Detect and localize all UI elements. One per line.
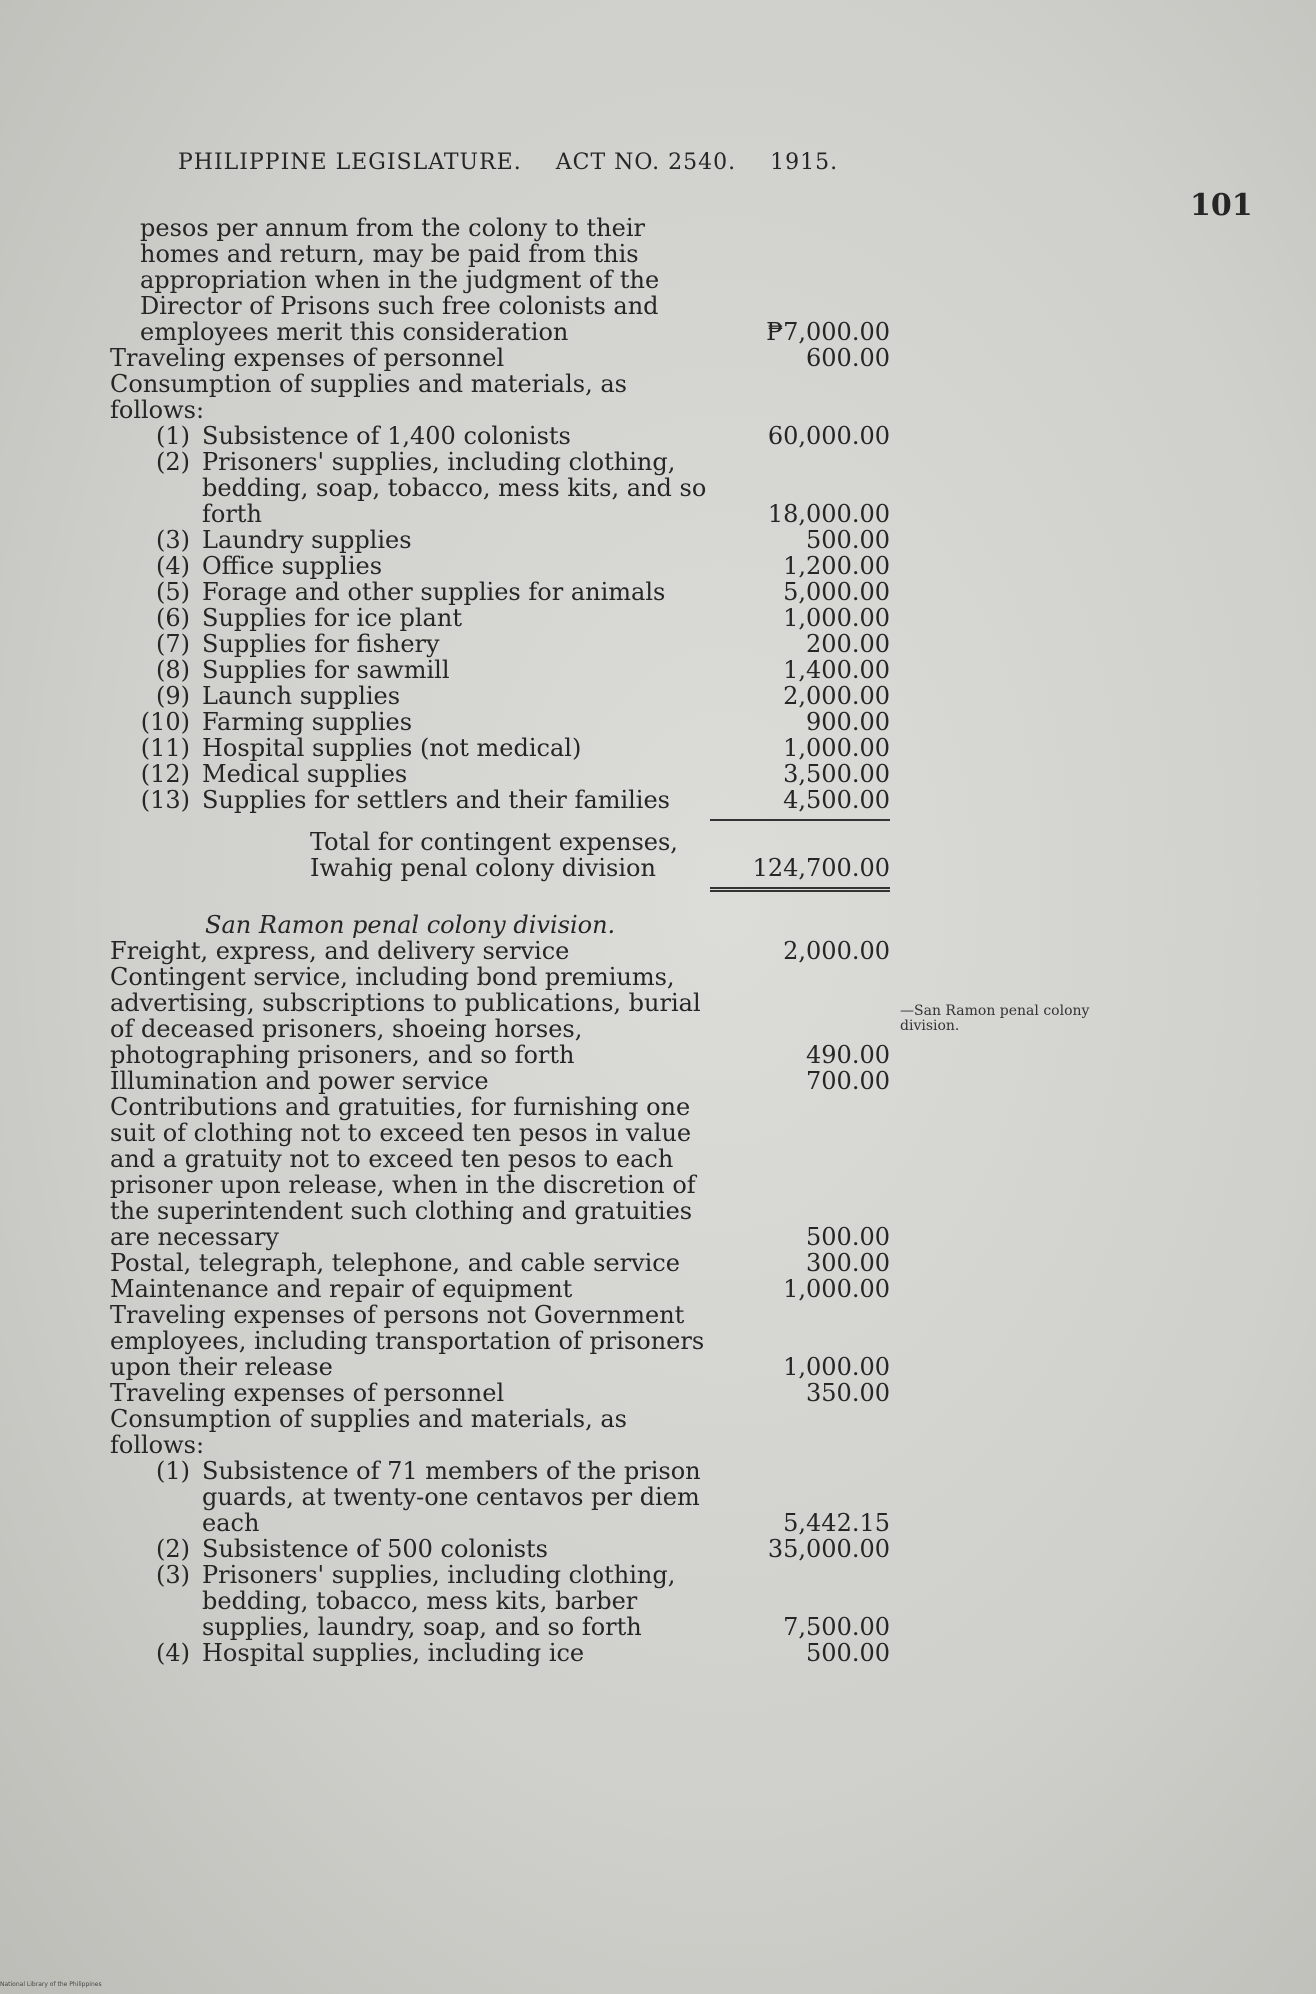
sub-item <box>110 449 890 527</box>
line-item <box>110 1302 890 1380</box>
line-text: Contributions and gratuities, for furnishing one suit of clothing not to exceed ten pesos in value and a gratuity not to exceed ten pesos to each prisoner upon release, when in the discretion of the superintendent such clothing and gratuities are necessary <box>110 1093 696 1251</box>
line-amount: 500.00 <box>806 1223 890 1251</box>
header-year: 1915. <box>770 150 839 175</box>
item-amount: 60,000.00 <box>767 422 890 450</box>
item-number: (2) <box>156 1535 190 1563</box>
running-header <box>178 150 864 175</box>
sub-item <box>110 605 890 631</box>
sub-item <box>110 761 890 787</box>
page-number: 101 <box>1190 188 1253 223</box>
sub-item <box>110 657 890 683</box>
item-text: Subsistence of 71 members of the prison guards, at twenty-one centavos per diem each <box>202 1457 701 1537</box>
item-number: (3) <box>156 526 190 554</box>
item-amount: 1,200.00 <box>783 552 890 580</box>
subtotal-rule <box>710 819 890 821</box>
item-amount: 900.00 <box>806 708 890 736</box>
sub-item <box>110 631 890 657</box>
item-number: (11) <box>140 734 190 762</box>
item-text: Launch supplies <box>202 682 401 710</box>
item-text: Prisoners' supplies, including clothing, bedding, soap, tobacco, mess kits, and so forth <box>202 448 707 528</box>
line-item <box>110 938 890 964</box>
item-number: (5) <box>156 578 190 606</box>
item-amount: 200.00 <box>806 630 890 658</box>
sub-item <box>110 527 890 553</box>
item-amount: 1,000.00 <box>783 734 890 762</box>
item-amount: 2,000.00 <box>783 682 890 710</box>
line-item <box>110 1250 890 1276</box>
line-text: Traveling expenses of personnel <box>110 1379 505 1407</box>
line-amount: 490.00 <box>806 1041 890 1069</box>
footer-credit: National Library of the Philippines <box>0 1981 102 1988</box>
item-text: Supplies for settlers and their families <box>202 786 670 814</box>
sub-item <box>110 1458 890 1536</box>
item-number: (4) <box>156 1639 190 1667</box>
line-text: Postal, telegraph, telephone, and cable service <box>110 1249 680 1277</box>
line-item <box>110 1406 890 1458</box>
item-text: Supplies for ice plant <box>202 604 462 632</box>
sub-item <box>110 1640 890 1666</box>
line-item <box>110 1380 890 1406</box>
line-text: Freight, express, and delivery service <box>110 937 570 965</box>
item-text: Hospital supplies, including ice <box>202 1639 585 1667</box>
line-item <box>110 964 890 1068</box>
line-amount: ₱7,000.00 <box>766 318 890 346</box>
sub-item <box>110 553 890 579</box>
item-amount: 3,500.00 <box>783 760 890 788</box>
sub-item <box>110 1536 890 1562</box>
total-double-rule <box>710 887 890 892</box>
line-amount: 300.00 <box>806 1249 890 1277</box>
item-text: Office supplies <box>202 552 383 580</box>
line-text: Consumption of supplies and materials, as follows: <box>110 370 627 424</box>
total-text: Total for contingent expenses, Iwahig penal colony division <box>310 828 678 882</box>
item-amount: 35,000.00 <box>767 1535 890 1563</box>
line-text: Maintenance and repair of equipment <box>110 1275 573 1303</box>
item-text: Subsistence of 500 colonists <box>202 1535 548 1563</box>
item-number: (10) <box>140 708 190 736</box>
sub-item <box>110 683 890 709</box>
sub-item <box>110 709 890 735</box>
item-text: Hospital supplies (not medical) <box>202 734 582 762</box>
item-amount: 5,442.15 <box>783 1509 890 1537</box>
line-item <box>110 215 890 345</box>
item-number: (2) <box>156 448 190 476</box>
item-text: Supplies for sawmill <box>202 656 450 684</box>
item-amount: 5,000.00 <box>783 578 890 606</box>
item-text: Prisoners' supplies, including clothing, bedding, tobacco, mess kits, barber supplies, laundry, soap, and so forth <box>202 1561 676 1641</box>
item-number: (9) <box>156 682 190 710</box>
total-line <box>110 829 890 881</box>
header-act: ACT NO. 2540. <box>555 150 737 175</box>
line-amount: 1,000.00 <box>783 1275 890 1303</box>
appropriation-list <box>110 215 890 1666</box>
margin-note: —San Ramon penal colony division. <box>900 1003 1090 1034</box>
item-text: Forage and other supplies for animals <box>202 578 666 606</box>
item-text: Supplies for fishery <box>202 630 440 658</box>
sub-item <box>110 735 890 761</box>
item-amount: 18,000.00 <box>767 500 890 528</box>
item-text: Laundry supplies <box>202 526 412 554</box>
item-amount: 500.00 <box>806 526 890 554</box>
line-amount: 2,000.00 <box>783 937 890 965</box>
line-item <box>110 1276 890 1302</box>
item-number: (4) <box>156 552 190 580</box>
item-number: (6) <box>156 604 190 632</box>
item-amount: 7,500.00 <box>783 1613 890 1641</box>
item-number: (1) <box>156 1457 190 1485</box>
line-text: Contingent service, including bond premiums, advertising, subscriptions to publications, burial of deceased prisoners, shoeing horses, photographing prisoners, and so forth <box>110 963 701 1069</box>
item-number: (1) <box>156 422 190 450</box>
total-amount: 124,700.00 <box>752 854 890 882</box>
item-text: Medical supplies <box>202 760 408 788</box>
item-amount: 500.00 <box>806 1639 890 1667</box>
item-number: (12) <box>140 760 190 788</box>
line-amount: 350.00 <box>806 1379 890 1407</box>
section-heading: San Ramon penal colony division. <box>205 911 616 939</box>
sub-item <box>110 579 890 605</box>
line-text: Traveling expenses of persons not Government employees, including transportation of prisoners upon their release <box>110 1301 705 1381</box>
line-item <box>110 1094 890 1250</box>
item-amount: 1,000.00 <box>783 604 890 632</box>
item-number: (7) <box>156 630 190 658</box>
sub-item <box>110 787 890 813</box>
sub-item <box>110 1562 890 1640</box>
item-text: Farming supplies <box>202 708 413 736</box>
line-item <box>110 1068 890 1094</box>
line-amount: 700.00 <box>806 1067 890 1095</box>
item-number: (13) <box>140 786 190 814</box>
line-amount: 600.00 <box>806 344 890 372</box>
sub-item <box>110 423 890 449</box>
line-amount: 1,000.00 <box>783 1353 890 1381</box>
line-item <box>110 345 890 371</box>
item-amount: 1,400.00 <box>783 656 890 684</box>
line-text: Illumination and power service <box>110 1067 489 1095</box>
item-number: (3) <box>156 1561 190 1589</box>
item-number: (8) <box>156 656 190 684</box>
line-text: Consumption of supplies and materials, as follows: <box>110 1405 627 1459</box>
line-text: pesos per annum from the colony to their homes and return, may be paid from this appropriation when in the judgment of the Director of Prisons such free colonists and employees merit this consideration <box>140 214 660 346</box>
header-title: PHILIPPINE LEGISLATURE. <box>178 150 522 175</box>
line-item <box>110 371 890 423</box>
item-amount: 4,500.00 <box>783 786 890 814</box>
line-text: Traveling expenses of personnel <box>110 344 505 372</box>
item-text: Subsistence of 1,400 colonists <box>202 422 571 450</box>
